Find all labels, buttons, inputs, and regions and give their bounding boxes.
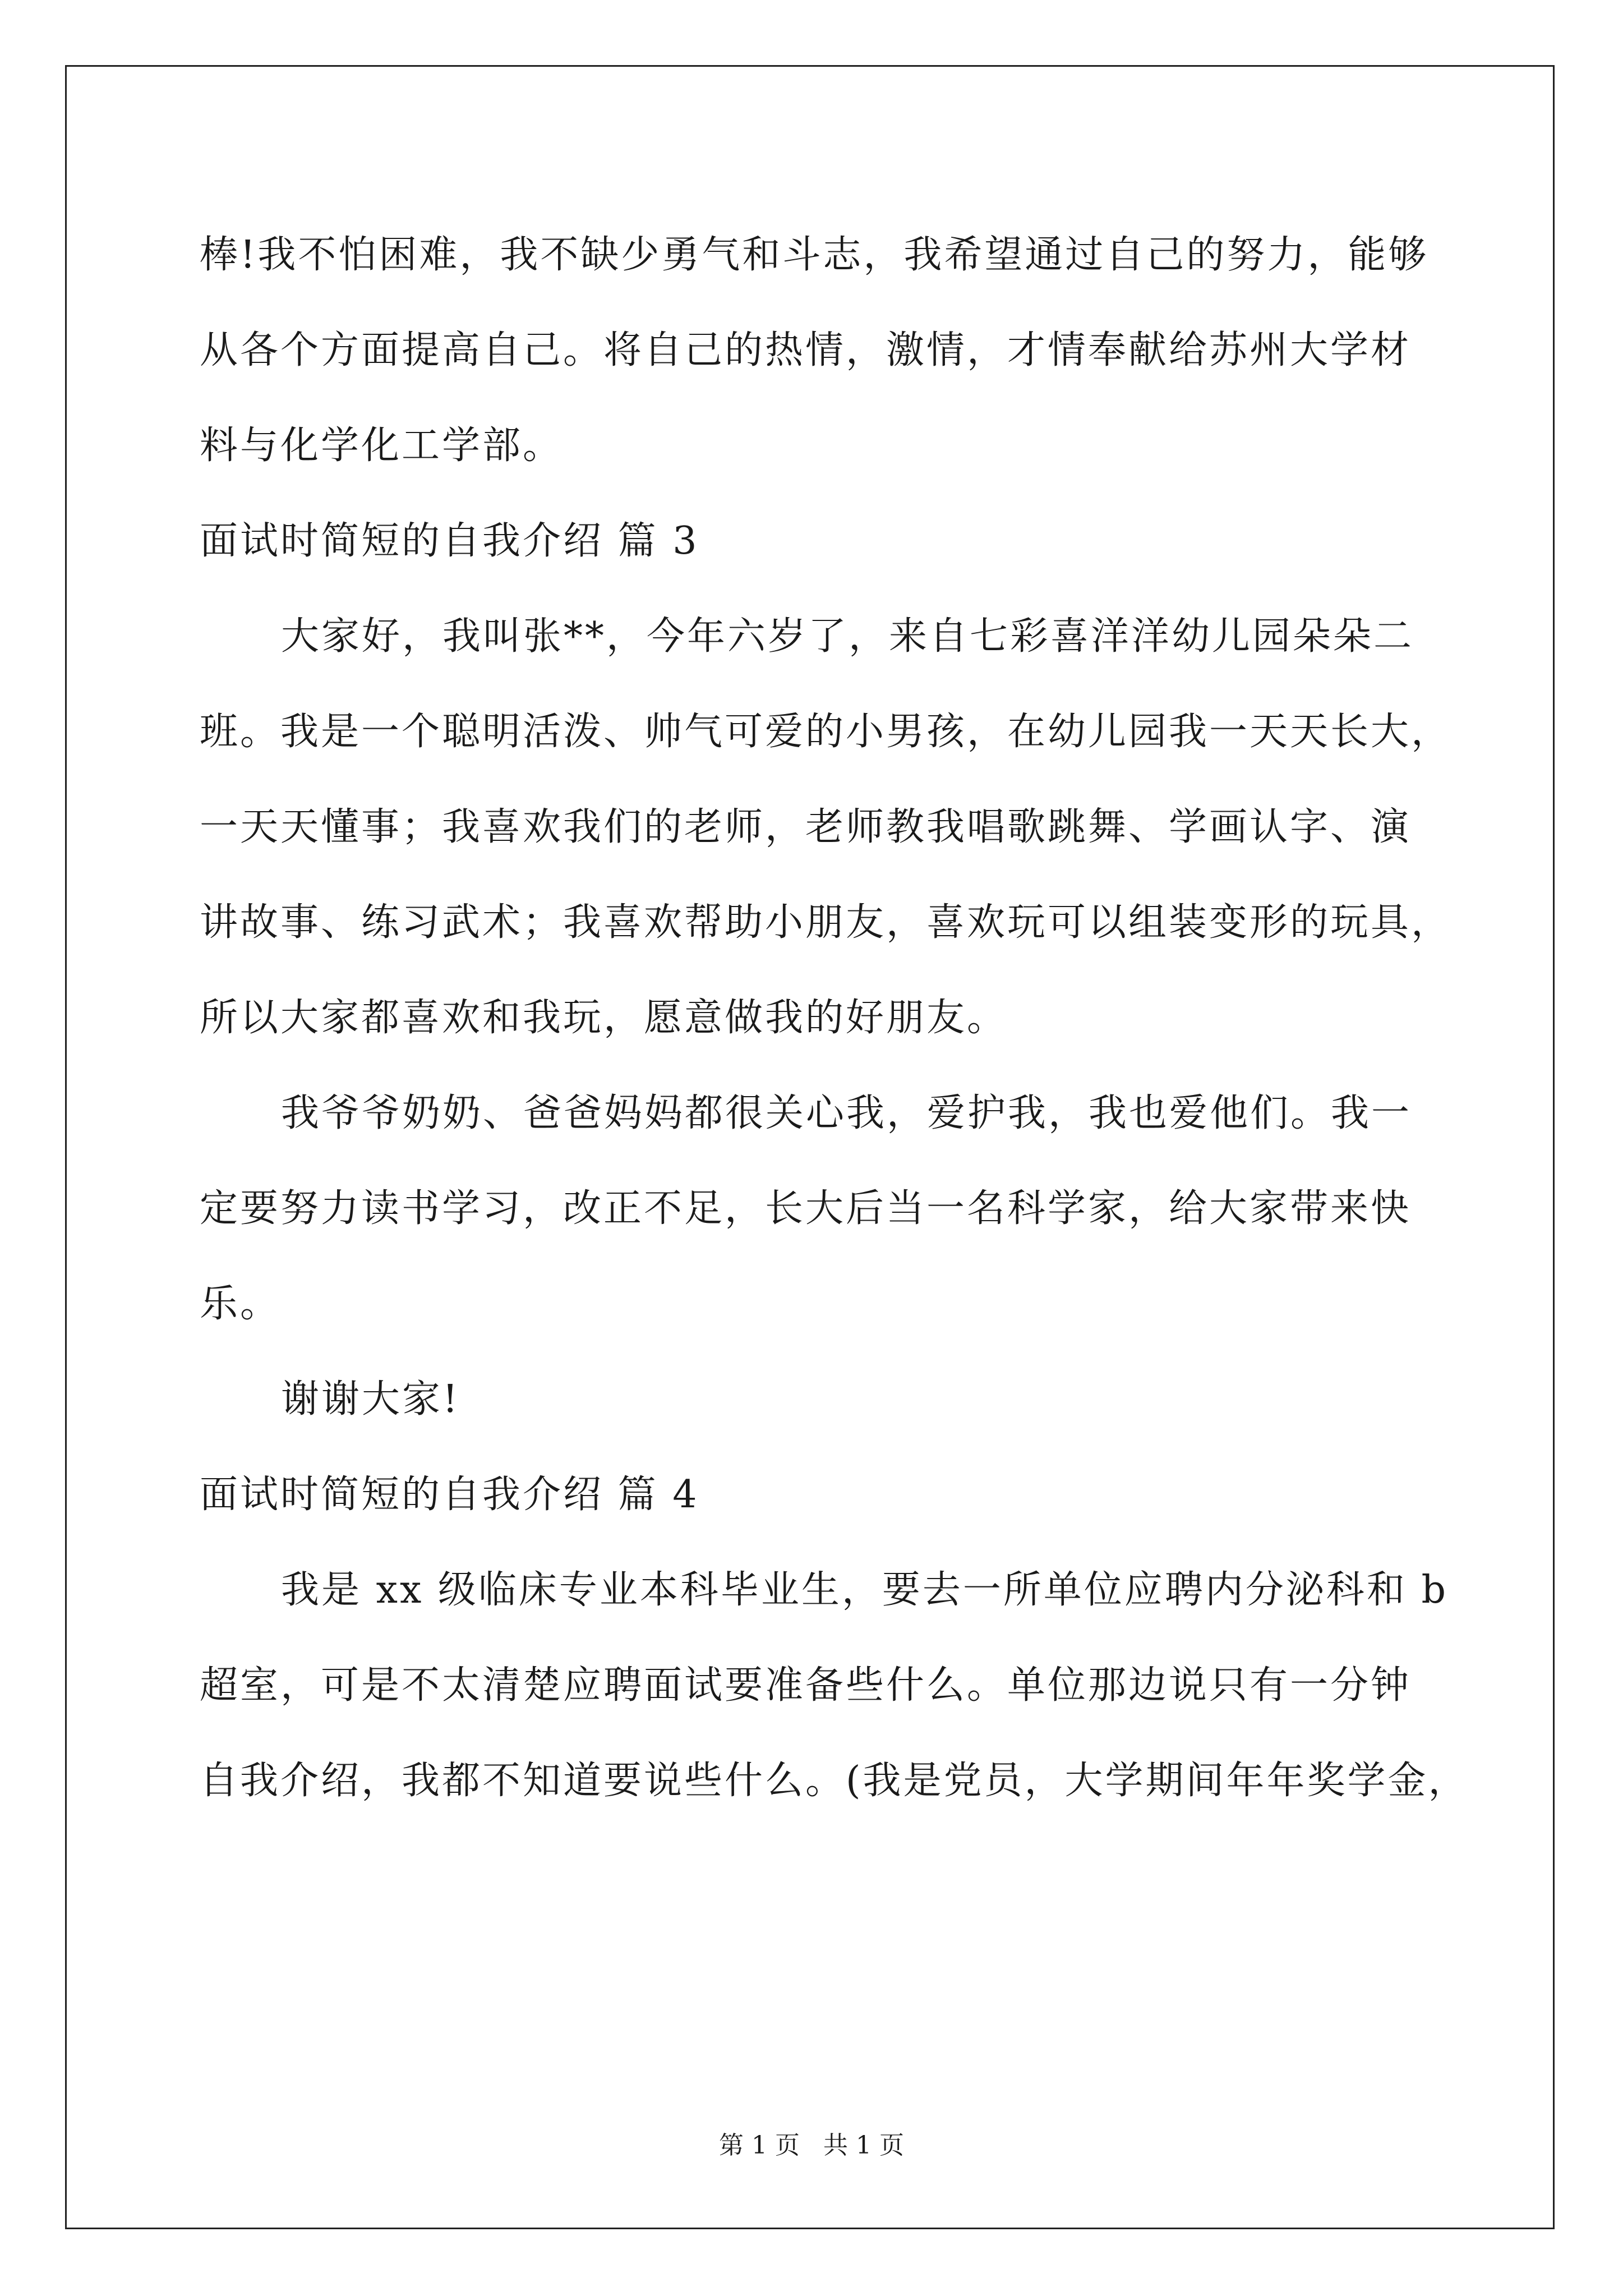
paragraph-line: 班。我是一个聪明活泼、帅气可爱的小男孩，在幼儿园我一天天长大， [200, 710, 1452, 754]
page-footer [0, 2125, 1623, 2161]
paragraph-line: 我是 xx 级临床专业本科毕业生，要去一所单位应聘内分泌科和 b [281, 1568, 1449, 1612]
paragraph-line: 定要努力读书学习，改正不足，长大后当一名科学家，给大家带来快 [200, 1186, 1412, 1231]
paragraph-line: 谢谢大家! [281, 1377, 460, 1421]
paragraph-line: 自我介绍，我都不知道要说些什么。(我是党员，大学期间年年奖学金， [200, 1759, 1469, 1803]
paragraph-line: 所以大家都喜欢和我玩，愿意做我的好朋友。 [200, 996, 1008, 1040]
paragraph-line: 乐。 [200, 1282, 281, 1326]
section-heading: 面试时简短的自我介绍 篇 4 [200, 1473, 699, 1517]
paragraph-line: 超室，可是不太清楚应聘面试要准备些什么。单位那边说只有一分钟 [200, 1663, 1412, 1708]
section-heading: 面试时简短的自我介绍 篇 3 [200, 519, 699, 563]
paragraph-line: 大家好，我叫张**，今年六岁了，来自七彩喜洋洋幼儿园朵朵二 [281, 614, 1414, 659]
paragraph-line: 棒!我不怕困难，我不缺少勇气和斗志，我希望通过自己的努力，能够 [200, 233, 1429, 277]
paragraph-line: 料与化学化工学部。 [200, 424, 564, 468]
page-number: 第 1 页 [719, 2131, 800, 2160]
document-body [200, 208, 1473, 1829]
paragraph-line: 从各个方面提高自己。将自己的热情，激情，才情奉献给苏州大学材 [200, 328, 1412, 372]
paragraph-line: 一天天懂事；我喜欢我们的老师，老师教我唱歌跳舞、学画认字、演 [200, 805, 1412, 849]
paragraph-line: 讲故事、练习武术；我喜欢帮助小朋友，喜欢玩可以组装变形的玩具， [200, 900, 1452, 945]
paragraph-line: 我爷爷奶奶、爸爸妈妈都很关心我，爱护我，我也爱他们。我一 [281, 1091, 1412, 1135]
page-total: 共 1 页 [823, 2131, 904, 2160]
